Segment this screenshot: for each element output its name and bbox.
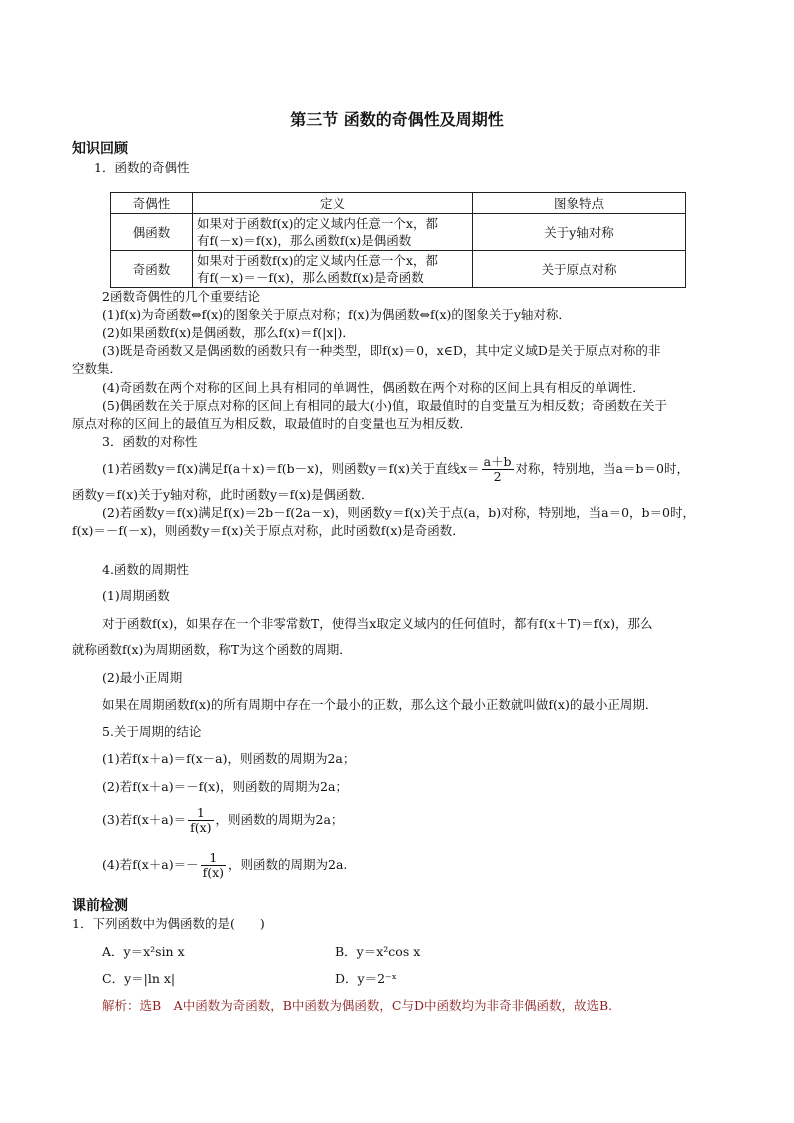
fraction-denominator: 2 [493, 469, 502, 484]
fraction-one-over-fx [188, 806, 213, 835]
option-a: A．y＝x²sin x [102, 944, 185, 959]
conclusion-5-cont: 原点对称的区间上的最值互为相反数，取最值时的自变量也互为相反数． [72, 416, 473, 431]
table-cell-definition [193, 214, 473, 251]
periodic-function-heading: (1)周期函数 [102, 588, 170, 603]
fraction-denominator: f(x) [202, 865, 225, 880]
parity-definition-table [110, 192, 686, 288]
symmetry-2: (2)若函数y＝f(x)满足f(x)＝2b－f(2a－x)，则函数y＝f(x)关于点(a，b)对称，特别地，当a＝0，b＝0时， [102, 505, 695, 520]
definition-line: 有f(－x)＝－f(x)，那么函数f(x)是奇函数 [197, 270, 424, 285]
analysis-text: 解析：选B A中函数为奇函数，B中函数为偶函数，C与D中函数均为非奇非偶函数，故选B. [102, 998, 613, 1013]
symmetry-1 [102, 455, 689, 484]
periodic-definition: 对于函数f(x)，如果存在一个非零常数T，使得当x取定义域内的任何值时，都有f(x＋T)＝f(x)，那么 [102, 616, 653, 631]
min-period-heading: (2)最小正周期 [102, 670, 183, 685]
table-header: 图象特点 [473, 193, 686, 214]
period-result-4 [102, 851, 347, 880]
period-result-3 [102, 806, 343, 835]
fraction-numerator: 1 [201, 851, 226, 866]
conclusion-5: (5)偶函数在关于原点对称的区间上有相同的最大(小)值，取最值时的自变量互为相反数；奇函数在关于 [102, 398, 667, 413]
item-3-heading: 3．函数的对称性 [102, 434, 198, 449]
periodic-definition-cont: 就称函数f(x)为周期函数，称T为这个函数的周期． [72, 642, 352, 657]
conclusion-3-cont: 空数集． [72, 361, 123, 376]
table-cell-definition [193, 251, 473, 288]
item-2-heading: 2函数奇偶性的几个重要结论 [102, 289, 260, 304]
conclusion-1: (1)f(x)为奇函数⇔f(x)的图象关于原点对称；f(x)为偶函数⇔f(x)的图象关于y轴对称． [102, 307, 571, 322]
table-cell-name: 奇函数 [111, 251, 193, 288]
page-title: 第三节 函数的奇偶性及周期性 [290, 110, 504, 129]
item-5-heading: 5.关于周期的结论 [102, 724, 202, 739]
fraction-one-over-fx [201, 851, 226, 880]
table-header: 定义 [193, 193, 473, 214]
table-header: 奇偶性 [111, 193, 193, 214]
item-4-heading: 4.函数的周期性 [102, 562, 189, 577]
table-cell-name: 偶函数 [111, 214, 193, 251]
fraction-numerator: 1 [188, 806, 213, 821]
symmetry-2-cont: f(x)＝－f(－x)，则函数y＝f(x)关于原点对称，此时函数f(x)是奇函数． [72, 523, 465, 538]
period-result-3-text-end: ，则函数的周期为2a； [215, 812, 344, 827]
section-heading-pretest: 课前检测 [72, 898, 128, 914]
fraction-denominator: f(x) [190, 820, 212, 835]
section-heading-review: 知识回顾 [72, 141, 128, 157]
fraction-a-plus-b-over-2 [482, 455, 514, 484]
fraction-numerator: a＋b [483, 454, 512, 469]
period-result-2: (2)若f(x＋a)＝－f(x)，则函数的周期为2a； [102, 779, 348, 794]
table-row [111, 214, 686, 251]
table-cell-feature: 关于y轴对称 [473, 214, 686, 251]
symmetry-1-text: (1)若函数y＝f(x)满足f(a＋x)＝f(b－x)，则函数y＝f(x)关于直线x＝ [102, 461, 480, 476]
period-result-3-text: (3)若f(x＋a)＝ [102, 812, 187, 827]
min-period-definition: 如果在周期函数f(x)的所有周期中存在一个最小的正数，那么这个最小正数就叫做f(x)的最小正周期． [102, 697, 658, 712]
definition-line: 如果对于函数f(x)的定义域内任意一个x，都 [197, 216, 438, 231]
option-b: B．y＝x²cos x [335, 944, 421, 959]
definition-line: 如果对于函数f(x)的定义域内任意一个x，都 [197, 253, 438, 268]
symmetry-1-text-end: 对称，特别地，当a＝b＝0时， [515, 461, 689, 476]
conclusion-3: (3)既是奇函数又是偶函数的函数只有一种类型，即f(x)＝0，x∈D，其中定义域D是关于原点对称的非 [102, 343, 661, 358]
definition-line: 有f(－x)＝f(x)，那么函数f(x)是偶函数 [197, 233, 412, 248]
table-header-row [111, 193, 686, 214]
question-1: 1．下列函数中为偶函数的是( ) [72, 916, 265, 931]
option-d: D．y＝2⁻ˣ [335, 971, 397, 986]
period-result-4-text: (4)若f(x＋a)＝－ [102, 857, 199, 872]
item-1-heading: 1．函数的奇偶性 [94, 160, 190, 175]
conclusion-4: (4)奇函数在两个对称的区间上具有相同的单调性，偶函数在两个对称的区间上具有相反的单调性． [102, 380, 645, 395]
table-cell-feature: 关于原点对称 [473, 251, 686, 288]
table-row [111, 251, 686, 288]
option-c: C．y＝|ln x| [102, 971, 176, 986]
conclusion-2: (2)如果函数f(x)是偶函数，那么f(x)＝f(|x|)． [102, 325, 355, 340]
symmetry-1-cont: 函数y＝f(x)关于y轴对称，此时函数y＝f(x)是偶函数． [72, 487, 374, 502]
period-result-1: (1)若f(x＋a)＝f(x－a)，则函数的周期为2a； [102, 751, 356, 766]
period-result-4-text-end: ，则函数的周期为2a. [228, 857, 348, 872]
